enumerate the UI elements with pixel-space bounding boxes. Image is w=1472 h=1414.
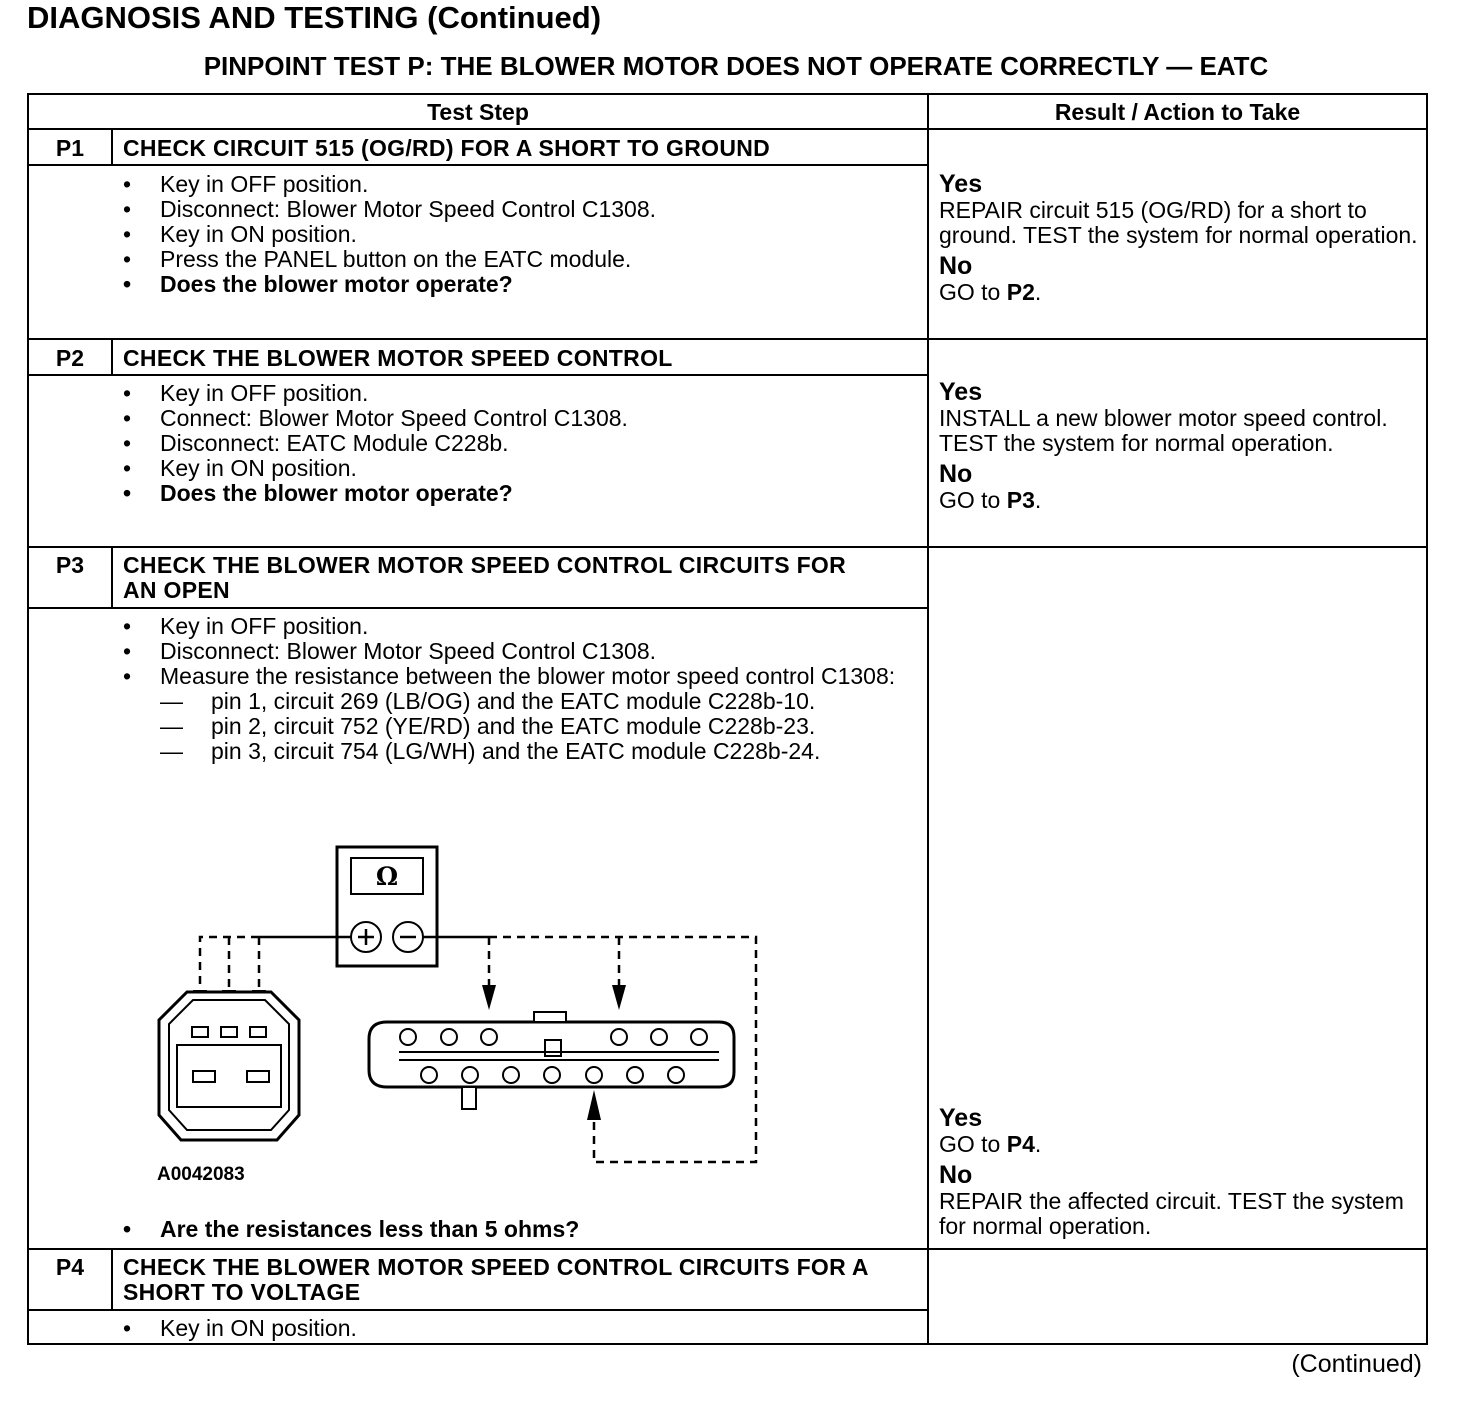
step-id-p2: P2 — [55, 345, 85, 371]
measurement-list — [160, 689, 913, 764]
no-action: GO to P3. — [939, 487, 1042, 513]
ohmmeter-wiring-diagram — [129, 840, 789, 1195]
action-item: • Measure the resistance between the blower motor speed control C1308: — pin 1, circuit 269 (LB/OG) and the EATC module C228b-10. — pin 2, circuit 752 (YE/RD) and the EATC module C228b-23. — pin 3, circuit 754 (LG/WH) and the EATC module C228b-24. — [123, 664, 913, 764]
result-p1 — [939, 171, 1419, 305]
step-id-p3: P3 — [55, 552, 85, 578]
yes-action: REPAIR circuit 515 (OG/RD) for a short to ground. TEST the system for normal operation. — [939, 197, 1418, 248]
goto-step-link[interactable]: P3 — [1006, 487, 1035, 513]
no-action: REPAIR the affected circuit. TEST the system for normal operation. — [939, 1188, 1404, 1239]
goto-step-link[interactable]: P2 — [1006, 279, 1035, 305]
goto-step-link[interactable]: P4 — [1006, 1131, 1035, 1157]
yes-label: Yes — [939, 378, 983, 406]
yes-action: INSTALL a new blower motor speed control. TEST the system for normal operation. — [939, 405, 1388, 456]
step-actions-p1 — [123, 172, 656, 297]
action-item: • Key in OFF position. — [123, 381, 628, 406]
no-label: No — [939, 252, 973, 280]
action-item: • Key in OFF position. — [123, 172, 656, 197]
column-header-result-action: Result / Action to Take — [1054, 99, 1301, 125]
step-question: • Does the blower motor operate? — [123, 481, 628, 506]
step-question: • Does the blower motor operate? — [123, 272, 656, 297]
step-title-p1: CHECK CIRCUIT 515 (OG/RD) FOR A SHORT TO GROUND — [123, 135, 771, 161]
action-item: • Connect: Blower Motor Speed Control C1308. — [123, 406, 628, 431]
continued-footer: (Continued) — [1291, 1350, 1422, 1378]
measurement-item: — pin 1, circuit 269 (LB/OG) and the EATC module C228b-10. — [160, 689, 913, 714]
measurement-item: — pin 3, circuit 754 (LG/WH) and the EATC module C228b-24. — [160, 739, 913, 764]
yes-action: GO to P4. — [939, 1131, 1042, 1157]
ohm-symbol: Ω — [375, 862, 399, 891]
step-question-p3 — [123, 1217, 579, 1242]
step-actions-p3 — [123, 614, 913, 764]
no-label: No — [939, 460, 973, 488]
step-title-p4: CHECK THE BLOWER MOTOR SPEED CONTROL CIRCUITS FOR A SHORT TO VOLTAGE — [123, 1254, 868, 1305]
pinpoint-test-table — [27, 93, 1428, 1345]
result-p2 — [939, 379, 1419, 513]
step-id-p1: P1 — [55, 135, 85, 161]
step-question: • Are the resistances less than 5 ohms? — [123, 1217, 579, 1242]
action-item: • Key in ON position. — [123, 1316, 357, 1341]
eatc-module-connector — [369, 1012, 734, 1109]
action-item: • Press the PANEL button on the EATC module. — [123, 247, 656, 272]
column-header-test-step: Test Step — [427, 99, 529, 125]
action-item: • Disconnect: EATC Module C228b. — [123, 431, 628, 456]
yes-label: Yes — [939, 170, 983, 198]
pinpoint-test-title: PINPOINT TEST P: THE BLOWER MOTOR DOES NOT OPERATE CORRECTLY — EATC — [203, 51, 1269, 81]
action-item: • Key in ON position. — [123, 456, 628, 481]
result-p3 — [939, 1105, 1419, 1239]
step-actions-p2 — [123, 381, 628, 506]
action-item: • Key in OFF position. — [123, 614, 913, 639]
measurement-item: — pin 2, circuit 752 (YE/RD) and the EATC module C228b-23. — [160, 714, 913, 739]
action-item: • Key in ON position. — [123, 222, 656, 247]
action-item: • Disconnect: Blower Motor Speed Control C1308. — [123, 197, 656, 222]
yes-label: Yes — [939, 1104, 983, 1132]
no-label: No — [939, 1161, 973, 1189]
step-actions-p4 — [123, 1316, 357, 1341]
step-title-p3: CHECK THE BLOWER MOTOR SPEED CONTROL CIRCUITS FOR AN OPEN — [123, 552, 847, 603]
page-heading: DIAGNOSIS AND TESTING (Continued) — [27, 0, 602, 35]
action-item: • Disconnect: Blower Motor Speed Control C1308. — [123, 639, 913, 664]
no-action: GO to P2. — [939, 279, 1042, 305]
figure-id: A0042083 — [157, 1164, 245, 1185]
blower-motor-speed-control-connector — [159, 992, 299, 1140]
step-title-p2: CHECK THE BLOWER MOTOR SPEED CONTROL — [123, 345, 673, 371]
step-id-p4: P4 — [55, 1254, 85, 1280]
